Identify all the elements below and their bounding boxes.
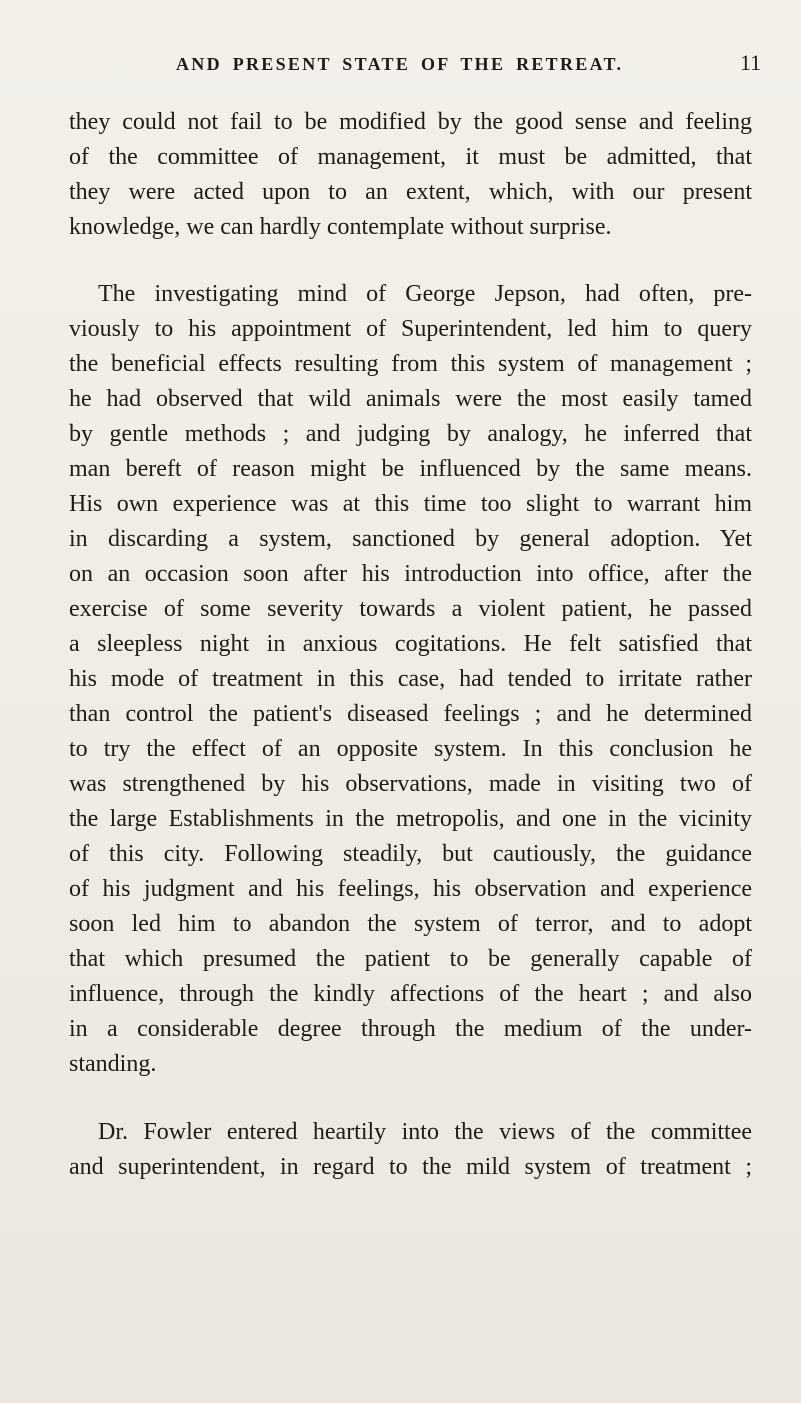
text-line: they could not fail to be modified by the good sense and feeling [69, 109, 752, 135]
text-line: influence, through the kindly affections of the heart ; and also [69, 981, 752, 1007]
text-line: of his judgment and his feelings, his observation and experience [69, 876, 752, 902]
text-line: to try the effect of an opposite system. In this conclusion he [69, 736, 752, 762]
text-line: knowledge, we can hardly contemplate without surprise. [69, 214, 612, 240]
text-line: in discarding a system, sanctioned by general adoption. Yet [69, 526, 752, 552]
text-line: man bereft of reason might be influenced by the same means. [69, 456, 752, 482]
text-line: he had observed that wild animals were the most easily tamed [69, 386, 752, 412]
text-line: his mode of treatment in this case, had tended to irritate rather [69, 666, 752, 692]
text-line: they were acted upon to an extent, which, with our present [69, 179, 752, 205]
text-line: the large Establishments in the metropolis, and one in the vicinity [69, 806, 752, 832]
running-head: AND PRESENT STATE OF THE RETREAT. [176, 54, 624, 74]
text-line: standing. [69, 1051, 157, 1077]
text-line: on an occasion soon after his introduction into office, after the [69, 561, 752, 587]
text-line: Dr. Fowler entered heartily into the views of the committee [98, 1119, 752, 1145]
text-line: that which presumed the patient to be generally capable of [69, 946, 752, 972]
text-line: of this city. Following steadily, but cautiously, the guidance [69, 841, 752, 867]
text-line: viously to his appointment of Superintendent, led him to query [69, 316, 752, 342]
page-number: 11 [740, 50, 762, 75]
text-line: in a considerable degree through the medium of the under- [69, 1016, 752, 1042]
text-line: by gentle methods ; and judging by analogy, he inferred that [69, 421, 752, 447]
text-line: a sleepless night in anxious cogitations. He felt satisfied that [69, 631, 752, 657]
text-line: of the committee of management, it must be admitted, that [69, 144, 752, 170]
text-line: soon led him to abandon the system of terror, and to adopt [69, 911, 752, 937]
text-line: the beneficial effects resulting from this system of management ; [69, 351, 752, 377]
text-line: and superintendent, in regard to the mild system of treatment ; [69, 1154, 752, 1180]
text-line: was strengthened by his observations, made in visiting two of [69, 771, 752, 797]
text-line: than control the patient's diseased feelings ; and he determined [69, 701, 752, 727]
text-line: exercise of some severity towards a violent patient, he passed [69, 596, 752, 622]
text-line: The investigating mind of George Jepson, had often, pre- [98, 281, 752, 307]
text-line: His own experience was at this time too slight to warrant him [69, 491, 752, 517]
